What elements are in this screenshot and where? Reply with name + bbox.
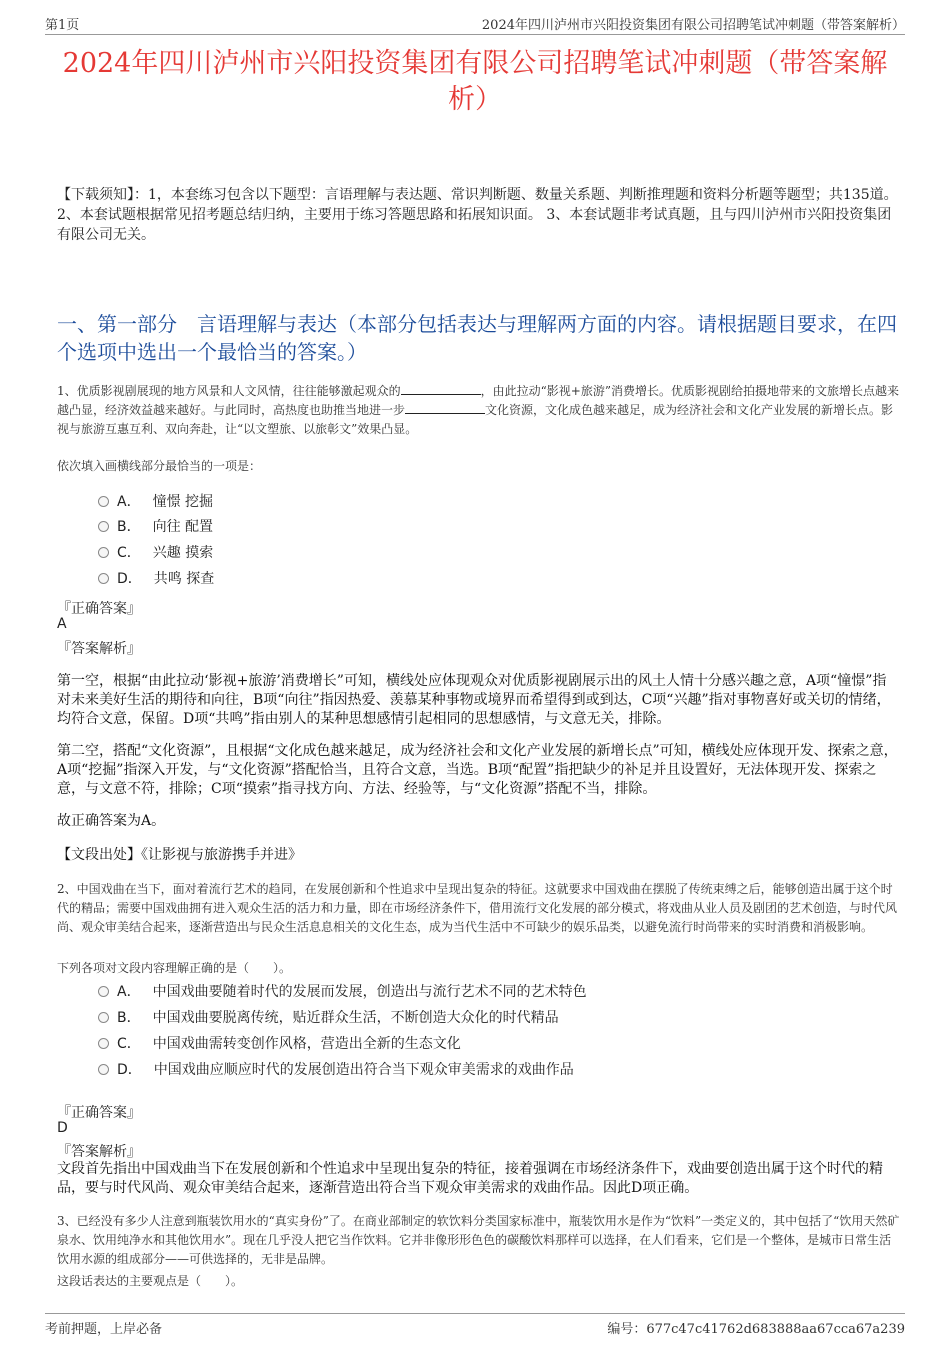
- page-footer: [45, 1313, 905, 1336]
- radio-icon[interactable]: [98, 521, 109, 532]
- q1-answer: A: [57, 616, 67, 632]
- download-notice: 【下载须知】：1，本套练习包含以下题型：言语理解与表达题、常识判断题、数量关系题、判断推理题和资料分析题等题型；共135道。 2、本套试题根据常见招考题总结归纳，主要用于练习答题思路和拓展知识面。 3、本套试题非考试真题，且与四川泸州市兴阳投资集团有限公司无关。: [57, 187, 898, 243]
- header-doc-title: 2024年四川泸州市兴阳投资集团有限公司招聘笔试冲刺题（带答案解析）: [481, 18, 905, 33]
- question-3-prompt: 这段话表达的主要观点是（ ）。: [57, 1274, 244, 1288]
- q2-analysis-label: 『答案解析』: [57, 1144, 141, 1160]
- q2-answer: D: [57, 1120, 68, 1136]
- q2-option-d[interactable]: D． 中国戏曲应顺应时代的发展创造出符合当下观众审美需求的戏曲作品: [98, 1061, 574, 1079]
- q1-analysis-2: 第二空，搭配“文化资源”，且根据“文化成色越来越足，成为经济社会和文化产业发展的新增长点”可知，横线处应体现开发、探索之意，A项“挖掘”指深入开发，与“文化资源”搭配恰当，且符合文意，当选。B项“配置”指把缺少的补足并且设置好，无法体现开发、探索之意，与文意不符，排除；C项“摸索”指寻找方向、方法、经验等，与“文化资源”搭配不当，排除。: [57, 743, 898, 797]
- radio-icon[interactable]: [98, 1064, 109, 1075]
- q1-option-c[interactable]: C． 兴趣 摸索: [98, 544, 213, 562]
- question-1-prompt: 依次填入画横线部分最恰当的一项是：: [57, 459, 262, 473]
- document-title: 2024年四川泸州市兴阳投资集团有限公司招聘笔试冲刺题（带答案解析）: [62, 48, 888, 115]
- q1-conclusion: 故正确答案为A。: [57, 813, 166, 829]
- section-heading: 一、第一部分 言语理解与表达（本部分包括表达与理解两方面的内容。请根据题目要求，在四个选项中选出一个最恰当的答案。）: [57, 312, 897, 364]
- q2-option-c[interactable]: C． 中国戏曲需转变创作风格，营造出全新的生态文化: [98, 1035, 461, 1053]
- q1-option-b[interactable]: B． 向往 配置: [98, 518, 213, 536]
- q1-answer-label: 『正确答案』: [57, 601, 141, 617]
- question-2-prompt: 下列各项对文段内容理解正确的是（ ）。: [57, 961, 292, 975]
- question-3-stem: 3、已经没有多少人注意到瓶装饮用水的“真实身份”了。在商业部制定的软饮料分类国家标准中，瓶装饮用水是作为“饮料”一类定义的，其中包括了“饮用天然矿泉水、饮用纯净水和其他饮用水”。现在几乎没人把它当作饮料。它并非像形形色色的碳酸饮料那样可以选择，在人们看来，它们是一个整体，是城市日常生活饮用水源的组成部分——可供选择的，无非是品牌。: [57, 1214, 900, 1266]
- fill-blank-2: [405, 401, 485, 414]
- page-header: [45, 12, 905, 35]
- q2-analysis: 文段首先指出中国戏曲当下在发展创新和个性追求中呈现出复杂的特征，接着强调在市场经济条件下，戏曲要创造出属于这个时代的精品，要与时代风尚、观众审美结合起来，逐渐营造出符合当下观众审美需求的戏曲作品。因此D项正确。: [57, 1161, 883, 1196]
- radio-icon[interactable]: [98, 986, 109, 997]
- radio-icon[interactable]: [98, 547, 109, 558]
- q1-analysis-1: 第一空，根据“由此拉动‘影视+旅游’消费增长”可知，横线处应体现观众对优质影视剧展示出的风土人情十分感兴趣之意，A项“憧憬”指对未来美好生活的期待和向往，B项“向往”指因热爱、羡慕某种事物或境界而希望得到或到达，C项“兴趣”指对事物喜好或关切的情绪，均符合文意，保留。D项“共鸣”指由别人的某种思想感情引起相同的思想感情，与文意无关，排除。: [57, 673, 891, 727]
- radio-icon[interactable]: [98, 496, 109, 507]
- q1-option-a[interactable]: A． 憧憬 挖掘: [98, 493, 213, 511]
- q1-analysis-label: 『答案解析』: [57, 641, 141, 657]
- q2-answer-label: 『正确答案』: [57, 1105, 141, 1121]
- radio-icon[interactable]: [98, 573, 109, 584]
- question-1-stem: 1、优质影视剧展现的地方风景和人文风情，往往能够激起观众的 ，由此拉动“影视+旅游”消费增长。优质影视剧给拍摄地带来的文旅增长点越来越凸显，经济效益越来越好。与此同时，高热度也助推当地进一步 文化资源，文化成色越来越足，成为经济社会和文化产业发展的新增长点。影视与旅游互惠互利、双向奔赴，让“以文塑旅、以旅彰文”效果凸显。: [57, 384, 899, 436]
- q2-option-b[interactable]: B． 中国戏曲要脱离传统，贴近群众生活，不断创造大众化的时代精品: [98, 1009, 559, 1027]
- footer-serial: 编号：677c47c41762d683888aa67cca67a239: [607, 1322, 905, 1337]
- page-number: 第1页: [45, 18, 80, 33]
- fill-blank-1: [401, 382, 481, 395]
- q2-option-a[interactable]: A． 中国戏曲要随着时代的发展而发展，创造出与流行艺术不同的艺术特色: [98, 983, 587, 1001]
- radio-icon[interactable]: [98, 1038, 109, 1049]
- q1-option-d[interactable]: D． 共鸣 探查: [98, 570, 214, 588]
- footer-slogan: 考前押题，上岸必备: [45, 1322, 163, 1337]
- question-2-stem: 2、中国戏曲在当下，面对着流行艺术的趋同，在发展创新和个性追求中呈现出复杂的特征。这就要求中国戏曲在摆脱了传统束缚之后，能够创造出属于这个时代的精品；需要中国戏曲拥有进入观众生活的活力和力量，即在市场经济条件下，借用流行文化发展的部分模式，将戏曲从业人员及剧团的艺术创造，与时代风尚、观众审美结合起来，逐渐营造出与民众生活息息相关的文化生态，成为当代生活中不可缺少的娱乐品类，以避免流行时尚带来的实时消费和消极影响。: [57, 882, 898, 934]
- q1-source: 【文段出处】《让影视与旅游携手并进》: [57, 847, 302, 863]
- radio-icon[interactable]: [98, 1012, 109, 1023]
